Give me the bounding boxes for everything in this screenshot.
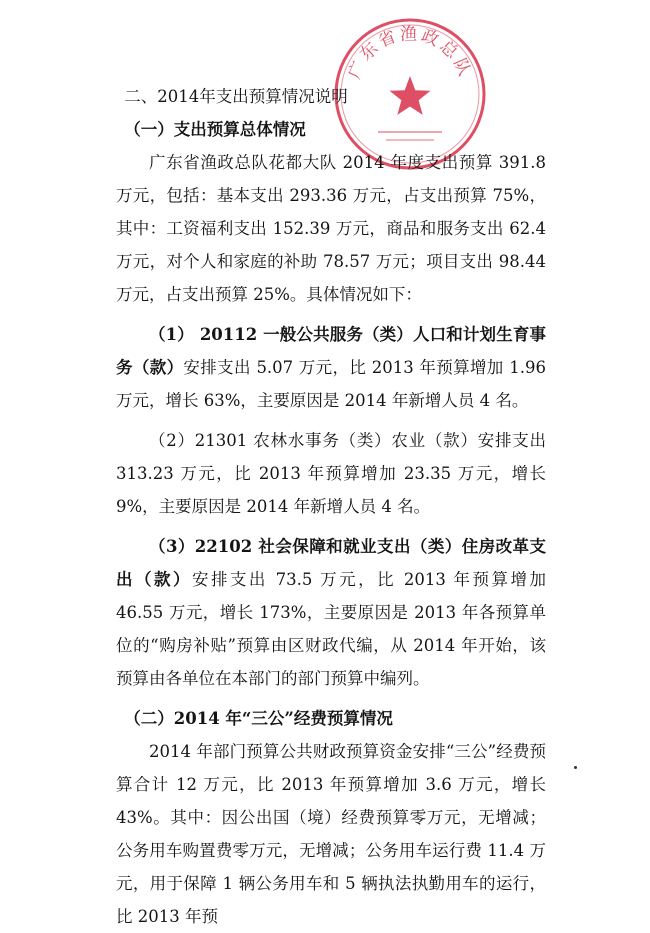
subsection-2-paragraph: 2014 年部门预算公共财政预算资金安排“三公”经费预算合计 12 万元，比 2013 年预算增加 3.6 万元，增长 43%。其中：因公出国（境）经费预算零万元，无增减；公务用车购置费零万元，无增减；公务用车运行费 11.4 万元，用于保障 1 辆公务用车和 5 辆执法执勤用车的运行，比 2013 年预 [116,742,546,926]
item-1-text: 安排支出 5.07 万元，比 2013 年预算增加 1.96 万元，增长 63%，主要原因是 2014 年新增人员 4 名。 [116,358,546,410]
scan-speck [574,766,577,769]
subsection-2-title: （二）2014 年“三公”经费预算情况 [124,709,393,728]
item-2-heading: （2）21301 农林水事务（类）农业（款） [149,431,478,450]
item-3-text: 安排支出 73.5 万元，比 2013 年预算增加 46.55 万元，增长 173%，主要原因是 2013 年各预算单位的“购房补贴”预算由区财政代编，从 2014 年开始，该预算由各单位在本部门的部门预算中编列。 [116,570,547,688]
item-3-heading: （3）22102 社会保障和就业支出（类）住房改革支出（款） [116,537,546,589]
item-2-paragraph [116,424,546,523]
svg-text:广东省渔政总队: 广东省渔政总队 [344,24,476,82]
item-1-paragraph [116,318,546,417]
subsection-1-title: （一）支出预算总体情况 [124,120,306,139]
section-title: 二、2014年支出预算情况说明 [124,87,348,106]
item-3-paragraph [116,530,546,695]
item-1-heading: （1） 20112 一般公共服务（类）人口和计划生育事务（款） [116,325,546,377]
document-body [116,80,546,933]
item-2-text: 安排支出 313.23 万元，比 2013 年预算增加 23.35 万元，增长 9%，主要原因是 2014 年新增人员 4 名。 [116,431,547,516]
subsection-1-paragraph: 广东省渔政总队花都大队 2014 年度支出预算 391.8 万元，包括：基本支出 293.36 万元，占支出预算 75%，其中：工资福利支出 152.39 万元，商品和服务支出 62.4 万元，对个人和家庭的补助 78.57 万元；项目支出 98.44 万元，占支出预算 25%。具体情况如下： [116,153,546,304]
